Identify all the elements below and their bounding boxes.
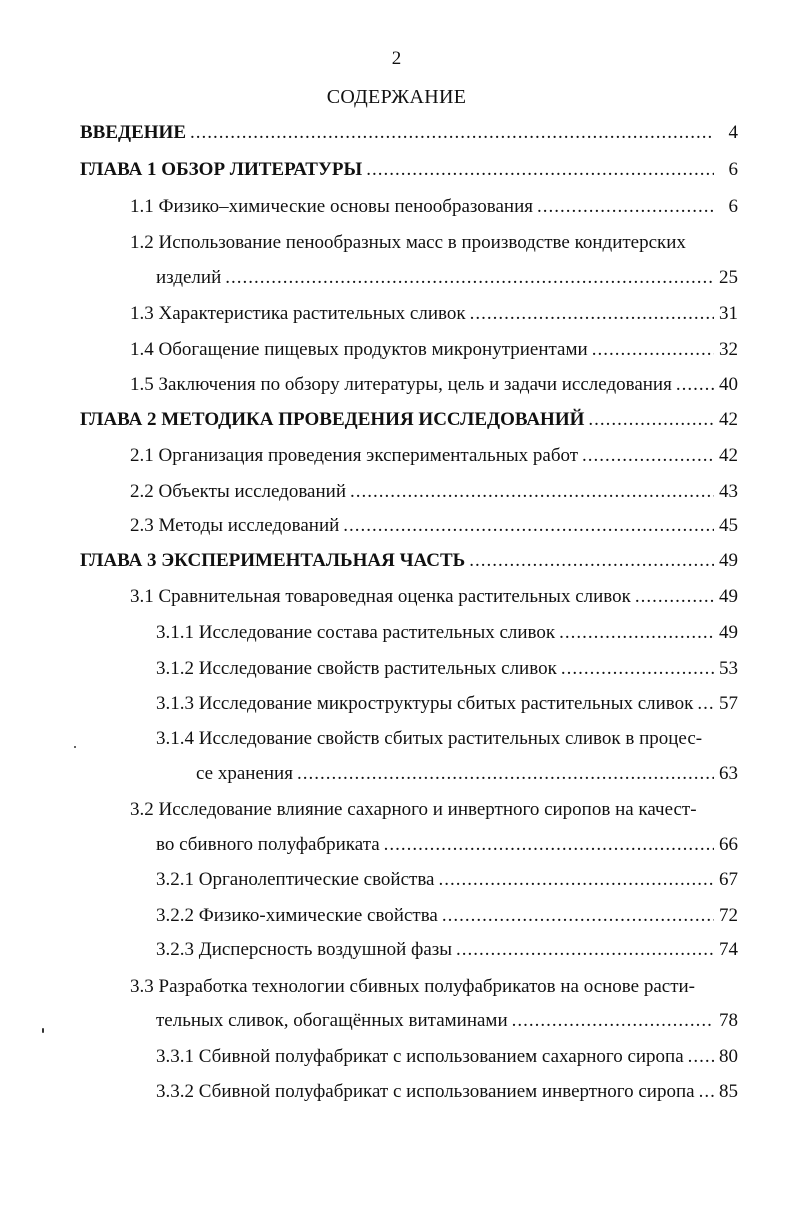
toc-entry-page: 63 — [719, 763, 738, 784]
toc-entry-2-3[interactable] — [130, 514, 738, 538]
dot-leader — [190, 121, 714, 145]
dot-leader — [582, 444, 714, 468]
toc-entry-title: 3.1.2 Исследование свойств растительных сливок — [156, 658, 557, 679]
toc-entry-title: 3.3.1 Сбивной полуфабрикат с использованием сахарного сиропа — [156, 1046, 684, 1067]
toc-entry-1-1[interactable] — [130, 195, 738, 219]
toc-entry-page: 6 — [728, 159, 738, 180]
toc-entry-3-1-2[interactable] — [156, 657, 738, 681]
toc-entry-page: 45 — [719, 515, 738, 536]
dot-leader — [438, 868, 714, 892]
toc-entry-page: 6 — [728, 196, 738, 217]
dot-leader — [225, 266, 714, 290]
toc-entry-3-1-1[interactable] — [156, 621, 738, 645]
toc-entry-title: 3.1 Сравнительная товароведная оценка растительных сливок — [130, 586, 631, 607]
dot-leader — [469, 549, 714, 573]
toc-entry-3-1-3[interactable] — [156, 692, 738, 716]
toc-entry-3-3-2[interactable] — [156, 1080, 738, 1104]
toc-entry-title: 3.3.2 Сбивной полуфабрикат с использованием инвертного сиропа — [156, 1081, 695, 1102]
dot-leader — [343, 514, 714, 538]
dot-leader — [512, 1009, 714, 1033]
toc-entry-page: 42 — [719, 445, 738, 466]
toc-entry-page: 72 — [719, 905, 738, 926]
toc-entry-1-4[interactable] — [130, 338, 738, 362]
toc-entry-introduction[interactable] — [80, 121, 738, 145]
dot-leader — [592, 338, 714, 362]
toc-entry-chapter-1[interactable] — [80, 158, 738, 182]
dot-leader — [697, 692, 714, 716]
toc-entry-title: 3.2.3 Дисперсность воздушной фазы — [156, 939, 453, 960]
dot-leader — [470, 302, 714, 326]
dot-leader — [366, 158, 714, 182]
toc-entry-3-2-title[interactable]: 3.2 Исследование влияние сахарного и инвертного сиропов на качест- — [130, 799, 697, 820]
toc-entry-page: 40 — [719, 374, 738, 395]
toc-entry-page: 78 — [719, 1010, 738, 1031]
toc-entry-title: 3.1.1 Исследование состава растительных сливок — [156, 622, 556, 643]
toc-entry-3-2-2[interactable] — [156, 904, 738, 928]
toc-entry-title: 1.1 Физико–химические основы пенообразования — [130, 196, 534, 217]
toc-entry-page: 4 — [728, 122, 738, 143]
dot-leader — [699, 1080, 714, 1104]
toc-entry-page: 32 — [719, 339, 738, 360]
toc-entry-title: 3.2.1 Органолептические свойства — [156, 869, 435, 890]
toc-entry-page: 67 — [719, 869, 738, 890]
dot-leader — [676, 373, 714, 397]
toc-entry-3-3-1[interactable] — [156, 1045, 738, 1069]
toc-entry-page: 31 — [719, 303, 738, 324]
dot-leader — [588, 408, 714, 432]
toc-entry-title: ГЛАВА 3 ЭКСПЕРИМЕНТАЛЬНАЯ ЧАСТЬ — [80, 550, 466, 571]
scan-speck — [42, 1028, 44, 1033]
dot-leader — [442, 904, 714, 928]
toc-entry-page: 66 — [719, 834, 738, 855]
toc-entry-3-2-3[interactable] — [156, 938, 738, 962]
toc-entry-page: 74 — [719, 939, 738, 960]
toc-entry-page: 49 — [719, 622, 738, 643]
page-title: СОДЕРЖАНИЕ — [326, 86, 467, 108]
dot-leader — [350, 480, 714, 504]
dot-leader — [688, 1045, 714, 1069]
dot-leader — [456, 938, 714, 962]
toc-entry-3-3[interactable] — [156, 1009, 738, 1033]
toc-entry-title-continued: тельных сливок, обогащённых витаминами — [156, 1010, 508, 1031]
dot-leader — [537, 195, 714, 219]
toc-entry-title-continued: во сбивного полуфабриката — [156, 834, 380, 855]
toc-entry-title: 1.5 Заключения по обзору литературы, цель и задачи исследования — [130, 374, 672, 395]
toc-entry-page: 42 — [719, 409, 738, 430]
toc-entry-title-continued: се хранения — [196, 763, 293, 784]
toc-entry-page: 49 — [719, 550, 738, 571]
toc-entry-title: ГЛАВА 2 МЕТОДИКА ПРОВЕДЕНИЯ ИССЛЕДОВАНИЙ — [80, 409, 585, 430]
page-number: 2 — [391, 48, 402, 69]
toc-entry-3-1-4-title[interactable]: 3.1.4 Исследование свойств сбитых растительных сливок в процес- — [156, 728, 703, 749]
toc-entry-chapter-3[interactable] — [80, 549, 738, 573]
toc-entry-title: 3.1.3 Исследование микроструктуры сбитых растительных сливок — [156, 693, 694, 714]
toc-entry-2-1[interactable] — [130, 444, 738, 468]
toc-entry-page: 43 — [719, 481, 738, 502]
toc-entry-title: 3.2.2 Физико-химические свойства — [156, 905, 438, 926]
toc-entry-3-1[interactable] — [130, 585, 738, 609]
toc-entry-3-3-title[interactable]: 3.3 Разработка технологии сбивных полуфабрикатов на основе расти- — [130, 976, 695, 997]
dot-leader — [559, 621, 714, 645]
toc-entry-title: ВВЕДЕНИЕ — [80, 122, 186, 143]
toc-entry-title: 2.2 Объекты исследований — [130, 481, 346, 502]
toc-entry-page: 53 — [719, 658, 738, 679]
toc-entry-title: 2.1 Организация проведения экспериментальных работ — [130, 445, 579, 466]
toc-entry-title-continued: изделий — [156, 267, 222, 288]
dot-leader — [635, 585, 714, 609]
toc-entry-3-2[interactable] — [156, 833, 738, 857]
toc-entry-1-2-title[interactable]: 1.2 Использование пенообразных масс в производстве кондитерских — [130, 232, 686, 253]
toc-entry-chapter-2[interactable] — [80, 408, 738, 432]
dot-leader — [384, 833, 714, 857]
toc-entry-3-2-1[interactable] — [156, 868, 738, 892]
toc-entry-title: 1.3 Характеристика растительных сливок — [130, 303, 466, 324]
dot-leader — [297, 762, 714, 786]
scan-speck — [74, 746, 76, 748]
toc-entry-title: 2.3 Методы исследований — [130, 515, 340, 536]
toc-entry-page: 85 — [719, 1081, 738, 1102]
toc-entry-page: 49 — [719, 586, 738, 607]
toc-entry-page: 57 — [719, 693, 738, 714]
toc-entry-page: 25 — [719, 267, 738, 288]
toc-entry-title: 1.4 Обогащение пищевых продуктов микронутриентами — [130, 339, 588, 360]
toc-entry-1-2[interactable] — [156, 266, 738, 290]
toc-entry-1-5[interactable] — [130, 373, 738, 397]
dot-leader — [561, 657, 714, 681]
toc-entry-page: 80 — [719, 1046, 738, 1067]
toc-entry-title: ГЛАВА 1 ОБЗОР ЛИТЕРАТУРЫ — [80, 159, 363, 180]
toc-entry-2-2[interactable] — [130, 480, 738, 504]
toc-entry-1-3[interactable] — [130, 302, 738, 326]
toc-entry-3-1-4[interactable] — [196, 762, 738, 786]
